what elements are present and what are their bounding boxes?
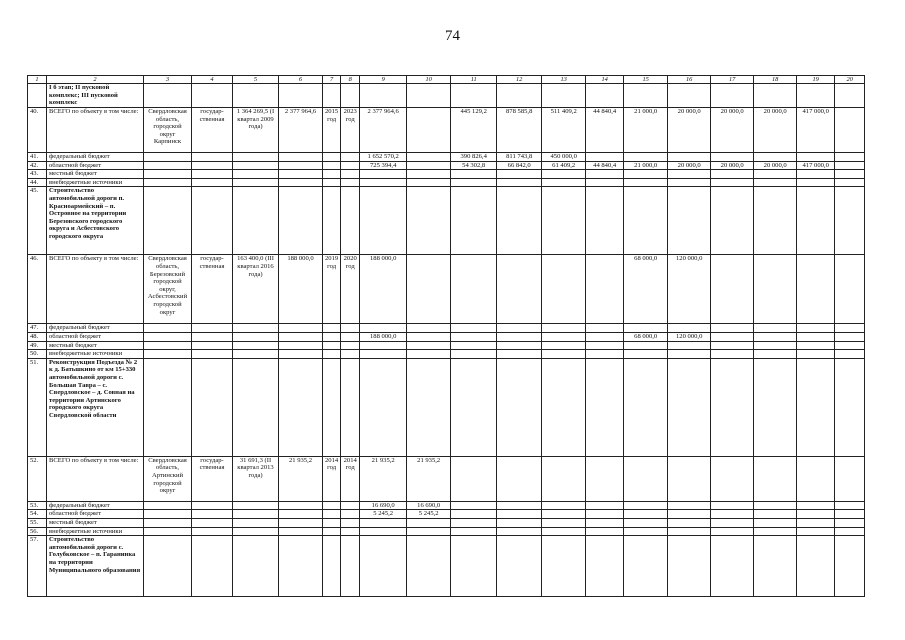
start-year-cell: 2019 год — [323, 255, 341, 324]
investment-table — [27, 75, 865, 597]
header-cell: 2 — [47, 76, 144, 84]
row-number: 47. — [28, 324, 47, 333]
value-cell: 21 935,2 — [407, 456, 451, 501]
row-number: 43. — [28, 170, 47, 179]
row-number: 41. — [28, 153, 47, 162]
value-cell: 20 000,0 — [711, 108, 754, 153]
value-cell: 68 000,0 — [624, 255, 668, 324]
value-cell — [835, 108, 865, 153]
value-cell: 16 690,0 — [407, 501, 451, 510]
row-label: ВСЕГО по объекту в том числе: — [47, 108, 144, 153]
row-label: местный бюджет — [47, 341, 144, 350]
table-row — [28, 187, 865, 255]
row-number: 51. — [28, 358, 47, 456]
row-label: областной бюджет — [47, 332, 144, 341]
value-cell: 54 302,8 — [451, 161, 497, 170]
row-label: ВСЕГО по объекту в том числе: — [47, 255, 144, 324]
header-cell: 10 — [407, 76, 451, 84]
row-label: областной бюджет — [47, 510, 144, 519]
row-number: 54. — [28, 510, 47, 519]
table-row — [28, 161, 865, 170]
header-cell: 5 — [233, 76, 279, 84]
row-label: ВСЕГО по объекту в том числе: — [47, 456, 144, 501]
header-cell: 12 — [497, 76, 542, 84]
row-label: внебюджетные источники — [47, 350, 144, 359]
table-row — [28, 332, 865, 341]
value-cell: 21 000,0 — [624, 108, 668, 153]
row-number: 48. — [28, 332, 47, 341]
ownership-cell: государ-ственная — [192, 456, 233, 501]
value-cell: 725 394,4 — [360, 161, 407, 170]
row-number — [28, 84, 47, 108]
value-cell: 20 000,0 — [668, 108, 711, 153]
row-label: внебюджетные источники — [47, 178, 144, 187]
estimate-cell: 188 000,0 — [279, 255, 323, 324]
table-row — [28, 170, 865, 179]
value-cell: 188 000,0 — [360, 332, 407, 341]
value-cell: 450 000,0 — [542, 153, 586, 162]
value-cell: 68 000,0 — [624, 332, 668, 341]
row-number: 53. — [28, 501, 47, 510]
value-cell: 2 377 964,6 — [360, 108, 407, 153]
value-cell: 61 409,2 — [542, 161, 586, 170]
header-cell: 4 — [192, 76, 233, 84]
row-number: 57. — [28, 536, 47, 597]
table-row — [28, 350, 865, 359]
row-number: 55. — [28, 518, 47, 527]
header-cell: 20 — [835, 76, 865, 84]
table-row — [28, 84, 865, 108]
row-label: федеральный бюджет — [47, 153, 144, 162]
table-row — [28, 341, 865, 350]
row-label: местный бюджет — [47, 518, 144, 527]
object-name: Строительство автомобильной дороги с. Голубковское – п. Гаранинка на территории Муниципального образования — [47, 536, 144, 597]
row-number: 52. — [28, 456, 47, 501]
header-cell: 1 — [28, 76, 47, 84]
value-cell: 20 000,0 — [668, 161, 711, 170]
header-cell: 7 — [323, 76, 341, 84]
value-cell: 445 129,2 — [451, 108, 497, 153]
value-cell: 120 000,0 — [668, 255, 711, 324]
header-cell: 17 — [711, 76, 754, 84]
start-year-cell: 2015 год — [323, 108, 341, 153]
header-cell: 13 — [542, 76, 586, 84]
header-cell: 18 — [754, 76, 797, 84]
end-year-cell: 2020 год — [341, 255, 360, 324]
customer-cell: Свердловская область, Березовский городской округ, Асбестовский городской округ — [144, 255, 192, 324]
row-label: внебюджетные источники — [47, 527, 144, 536]
value-cell: 511 409,2 — [542, 108, 586, 153]
row-number: 50. — [28, 350, 47, 359]
header-cell: 19 — [797, 76, 835, 84]
value-cell: 66 842,0 — [497, 161, 542, 170]
row-label: областной бюджет — [47, 161, 144, 170]
header-cell: 14 — [586, 76, 624, 84]
end-year-cell: 2023 год — [341, 108, 360, 153]
value-cell: 44 840,4 — [586, 108, 624, 153]
value-cell: 417 000,0 — [797, 161, 835, 170]
table-row — [28, 527, 865, 536]
value-cell: 20 000,0 — [711, 161, 754, 170]
ownership-cell: государ-ственная — [192, 255, 233, 324]
value-cell: 1 652 570,2 — [360, 153, 407, 162]
value-cell: 811 743,8 — [497, 153, 542, 162]
row-number: 49. — [28, 341, 47, 350]
header-cell: 6 — [279, 76, 323, 84]
row-number: 44. — [28, 178, 47, 187]
header-cell: 9 — [360, 76, 407, 84]
estimate-cell: 21 935,2 — [279, 456, 323, 501]
table-row — [28, 178, 865, 187]
row-label: федеральный бюджет — [47, 501, 144, 510]
table-row — [28, 518, 865, 527]
capacity-cell: 163 400,0 (III квартал 2016 года) — [233, 255, 279, 324]
header-cell: 11 — [451, 76, 497, 84]
value-cell: 16 690,0 — [360, 501, 407, 510]
table-row — [28, 255, 865, 324]
header-cell: 8 — [341, 76, 360, 84]
header-cell: 16 — [668, 76, 711, 84]
table-row — [28, 536, 865, 597]
value-cell: 878 585,8 — [497, 108, 542, 153]
value-cell: 5 245,2 — [407, 510, 451, 519]
estimate-cell: 2 377 964,6 — [279, 108, 323, 153]
capacity-cell: 31 691,3 (II квартал 2013 года) — [233, 456, 279, 501]
customer-cell: Свердловская область, городской округ Карпинск — [144, 108, 192, 153]
table-row — [28, 153, 865, 162]
page-number: 74 — [445, 28, 460, 44]
value-cell: 44 840,4 — [586, 161, 624, 170]
row-number: 42. — [28, 161, 47, 170]
value-cell: 390 826,4 — [451, 153, 497, 162]
value-cell — [407, 108, 451, 153]
row-number: 40. — [28, 108, 47, 153]
row-number: 56. — [28, 527, 47, 536]
table-row — [28, 510, 865, 519]
header-row — [28, 76, 865, 84]
end-year-cell: 2014 год — [341, 456, 360, 501]
value-cell: 120 000,0 — [668, 332, 711, 341]
table-row — [28, 108, 865, 153]
object-name: Реконструкция Подъезда № 2 к д. Батьшкино от км 15+330 автомобильной дороги с. Большая Тавра – с. Свердловское – д. Совная на территории Артинского городского округа Свердловской области — [47, 358, 144, 456]
row-number: 45. — [28, 187, 47, 255]
value-cell: 20 000,0 — [754, 161, 797, 170]
value-cell: 5 245,2 — [360, 510, 407, 519]
value-cell: 20 000,0 — [754, 108, 797, 153]
row-label: местный бюджет — [47, 170, 144, 179]
object-name: Строительство автомобильной дороги п. Красноармейский – п. Островное на территории Березовского городского округа и Асбестовского городского округа — [47, 187, 144, 255]
table-row — [28, 501, 865, 510]
value-cell: 21 000,0 — [624, 161, 668, 170]
start-year-cell: 2014 год — [323, 456, 341, 501]
value-cell: 188 000,0 — [360, 255, 407, 324]
table-row — [28, 324, 865, 333]
value-cell: 417 000,0 — [797, 108, 835, 153]
customer-cell: Свердловская область, Артинский городской округ — [144, 456, 192, 501]
ownership-cell: государ-ственная — [192, 108, 233, 153]
value-cell: 21 935,2 — [360, 456, 407, 501]
table-row — [28, 456, 865, 501]
row-number: 46. — [28, 255, 47, 324]
row-label: федеральный бюджет — [47, 324, 144, 333]
capacity-cell: 1 364 269,5 (I квартал 2009 года) — [233, 108, 279, 153]
header-cell: 3 — [144, 76, 192, 84]
object-name: I б этап; II пусковой комплекс; III пусковой комплекс — [47, 84, 144, 108]
table-row — [28, 358, 865, 456]
header-cell: 15 — [624, 76, 668, 84]
